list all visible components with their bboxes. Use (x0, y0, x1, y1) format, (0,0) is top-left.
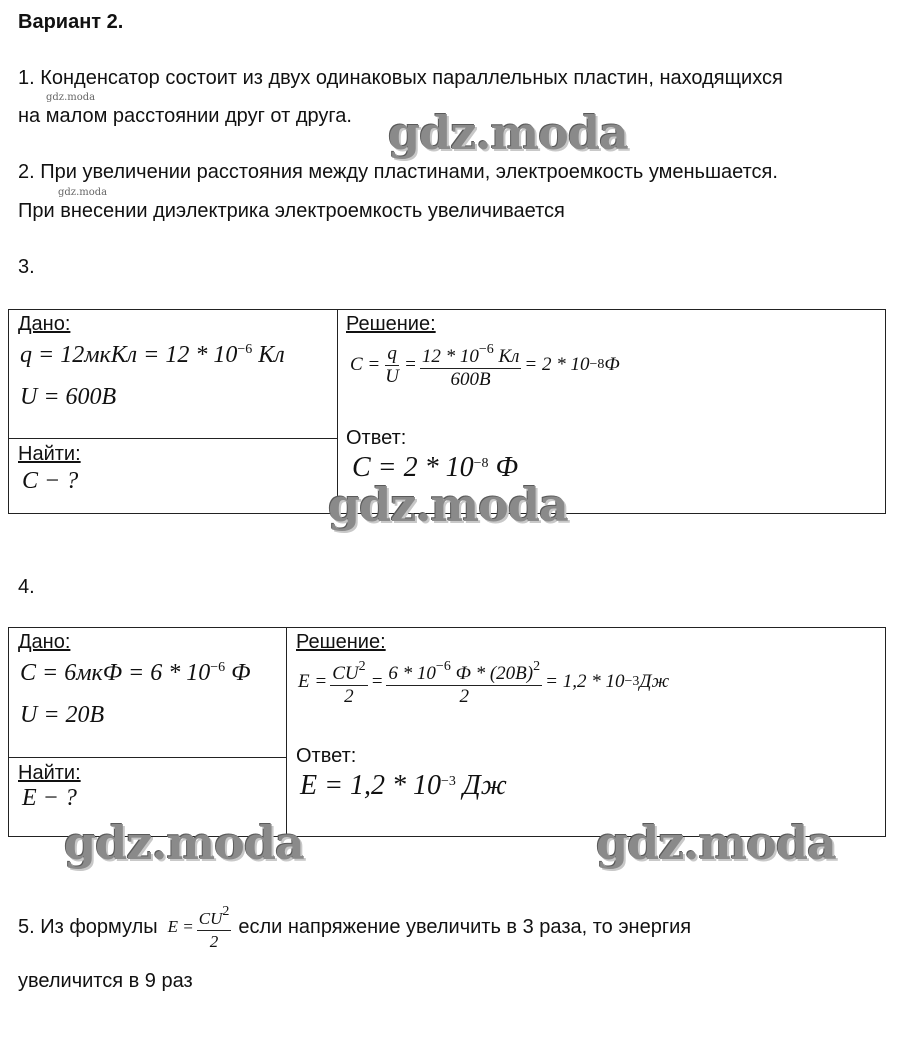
page-title: Вариант 2. (18, 11, 124, 33)
answer-1-line-1: 1. Конденсатор состоит из двух одинаковых параллельных пластин, находящихся (18, 67, 783, 89)
task-4-solution-label: Решение: (296, 631, 386, 653)
watermark-small-2: gdz.moda (58, 187, 108, 198)
task-3-number: 3. (18, 256, 35, 278)
answer-5-line-2: увеличится в 9 раз (18, 970, 193, 992)
task-3-find-label: Найти: (18, 443, 81, 465)
task-4-given-capacitance: $C = 6мкФ = 6 * 10^{-6}$ Ф (20, 660, 251, 686)
answer-5-formula: E = $\frac{CU^2}{2}$ (168, 901, 235, 953)
task-3-given-label: Дано: (18, 313, 71, 335)
watermark-large-2: gdz.moda (328, 478, 568, 532)
task-4-vertical-divider (286, 627, 287, 837)
watermark-large-4: gdz.moda (596, 816, 836, 870)
task-3-given-voltage: U = 600B (20, 384, 117, 410)
task-3-find-value: C − ? (22, 468, 79, 494)
answer-5-line-1: 5. Из формулы E = $\frac{CU^2}{2}$ если напряжение увеличить в 3 раза, то энергия (18, 901, 691, 953)
task-3-answer-value: $C = 2 * 10^{-8}$ Ф (352, 452, 519, 483)
task-4-given-voltage: U = 20B (20, 702, 105, 728)
task-3-solution-formula: C = $\frac{q}{U}$ = $\frac{12 * 10^{-6} Кл}{600B}$ = 2 * 10 −8 Ф (350, 339, 620, 391)
task-3-answer-label: Ответ: (346, 427, 407, 449)
task-4-given-label: Дано: (18, 631, 71, 653)
task-3-given-charge: q = 12мкКл = $12 * 10^{-6}$ Кл (20, 342, 285, 368)
answer-2-line-1: 2. При увеличении расстояния между пластинами, электроемкость уменьшается. (18, 161, 778, 183)
task-4-horizontal-divider (8, 757, 287, 758)
task-3-horizontal-divider (8, 438, 338, 439)
task-3-solution-label: Решение: (346, 313, 436, 335)
answer-2-line-2: При внесении диэлектрика электроемкость увеличивается (18, 200, 565, 222)
task-4-number: 4. (18, 576, 35, 598)
task-4-answer-value: $E = 1,2 * 10^{-3}$ Дж (300, 770, 507, 801)
task-4-answer-label: Ответ: (296, 745, 357, 767)
watermark-small-1: gdz.moda (46, 92, 96, 103)
task-4-find-value: E − ? (22, 785, 77, 811)
watermark-large-3: gdz.moda (64, 816, 304, 870)
watermark-large-1: gdz.moda (388, 106, 628, 160)
task-4-solution-formula: E = $\frac{CU^2}{2}$ = $\frac{6 * 10^{-6} Ф * (20B)^2}{2}$ = 1,2 * 10 −3 Дж (298, 656, 669, 708)
task-4-find-label: Найти: (18, 762, 81, 784)
answer-1-line-2: на малом расстоянии друг от друга. (18, 105, 352, 127)
